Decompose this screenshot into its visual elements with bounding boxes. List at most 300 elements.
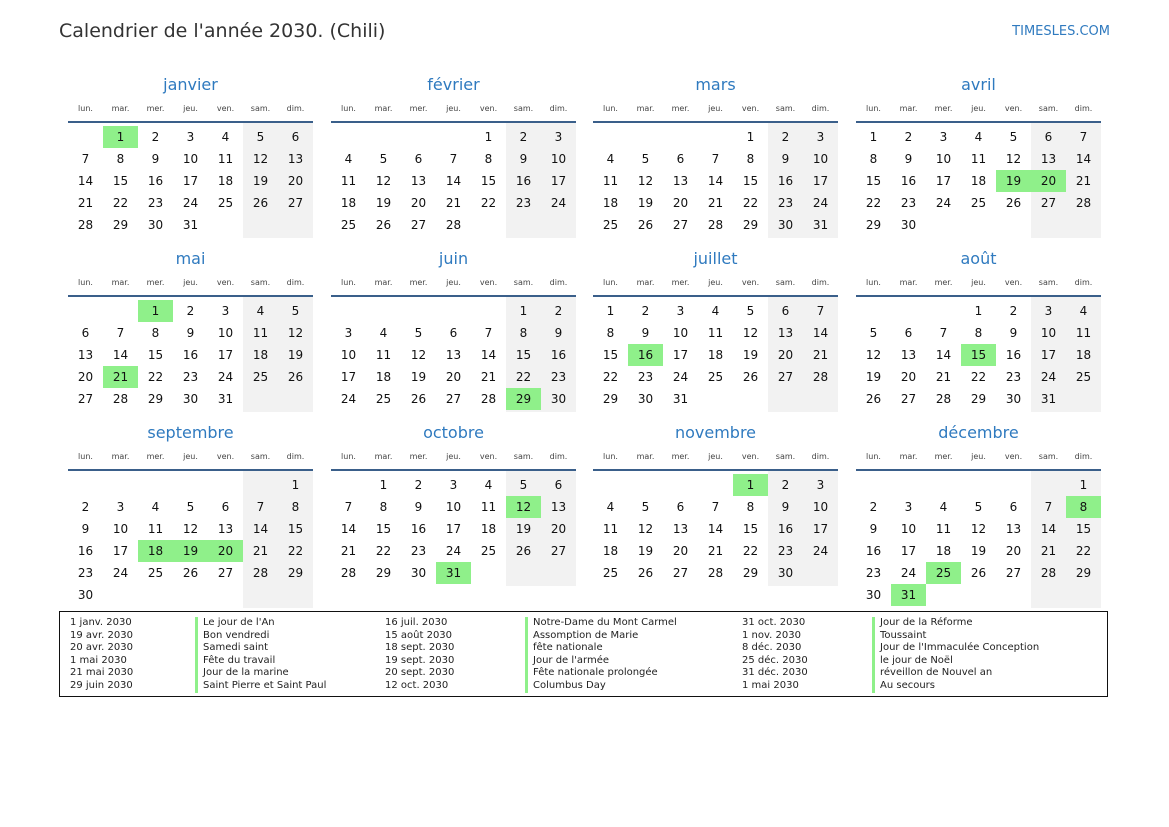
day-cell[interactable]: 16 bbox=[410, 522, 427, 536]
day-cell[interactable]: 26 bbox=[970, 566, 987, 580]
day-cell[interactable]: 13 bbox=[777, 326, 794, 340]
day-cell[interactable]: 25 bbox=[480, 544, 497, 558]
day-cell[interactable]: 3 bbox=[816, 478, 825, 492]
day-cell[interactable]: 14 bbox=[935, 348, 952, 362]
day-cell[interactable]: 3 bbox=[904, 500, 913, 514]
day-cell[interactable]: 25 bbox=[970, 196, 987, 210]
day-cell[interactable]: 5 bbox=[869, 326, 878, 340]
day-cell[interactable]: 28 bbox=[112, 392, 129, 406]
day-cell[interactable]: 17 bbox=[550, 174, 567, 188]
day-cell[interactable]: 23 bbox=[515, 196, 532, 210]
day-cell[interactable]: 27 bbox=[445, 392, 462, 406]
day-cell[interactable]: 9 bbox=[81, 522, 90, 536]
day-cell[interactable]: 13 bbox=[287, 152, 304, 166]
day-cell[interactable]: 15 bbox=[287, 522, 304, 536]
day-cell[interactable]: 16 bbox=[77, 544, 94, 558]
day-cell[interactable]: 5 bbox=[641, 152, 650, 166]
day-cell[interactable]: 5 bbox=[519, 478, 528, 492]
day-cell[interactable]: 4 bbox=[151, 500, 160, 514]
day-cell[interactable]: 1 bbox=[746, 130, 755, 144]
day-cell[interactable]: 7 bbox=[1044, 500, 1053, 514]
day-cell[interactable]: 2 bbox=[781, 130, 790, 144]
day-cell[interactable]: 3 bbox=[116, 500, 125, 514]
day-cell[interactable]: 5 bbox=[1009, 130, 1018, 144]
day-cell[interactable]: 9 bbox=[781, 500, 790, 514]
day-cell[interactable]: 8 bbox=[869, 152, 878, 166]
day-cell[interactable]: 10 bbox=[1040, 326, 1057, 340]
day-cell[interactable]: 30 bbox=[182, 392, 199, 406]
day-cell[interactable]: 25 bbox=[252, 370, 269, 384]
day-cell[interactable]: 20 bbox=[672, 544, 689, 558]
day-cell[interactable]: 8 bbox=[116, 152, 125, 166]
day-cell[interactable]: 6 bbox=[1009, 500, 1018, 514]
day-cell[interactable]: 10 bbox=[812, 500, 829, 514]
day-cell[interactable]: 22 bbox=[287, 544, 304, 558]
day-cell[interactable]: 6 bbox=[291, 130, 300, 144]
day-cell[interactable]: 15 bbox=[515, 348, 532, 362]
day-cell[interactable]: 21 bbox=[480, 370, 497, 384]
day-cell[interactable]: 6 bbox=[676, 500, 685, 514]
holiday-day-cell[interactable]: 25 bbox=[926, 562, 961, 584]
day-cell[interactable]: 4 bbox=[606, 152, 615, 166]
day-cell[interactable]: 26 bbox=[287, 370, 304, 384]
day-cell[interactable]: 30 bbox=[637, 392, 654, 406]
day-cell[interactable]: 12 bbox=[252, 152, 269, 166]
day-cell[interactable]: 29 bbox=[865, 218, 882, 232]
day-cell[interactable]: 27 bbox=[672, 566, 689, 580]
day-cell[interactable]: 17 bbox=[340, 370, 357, 384]
day-cell[interactable]: 18 bbox=[707, 348, 724, 362]
day-cell[interactable]: 21 bbox=[340, 544, 357, 558]
day-cell[interactable]: 31 bbox=[217, 392, 234, 406]
day-cell[interactable]: 23 bbox=[77, 566, 94, 580]
day-cell[interactable]: 20 bbox=[287, 174, 304, 188]
day-cell[interactable]: 11 bbox=[935, 522, 952, 536]
day-cell[interactable]: 6 bbox=[1044, 130, 1053, 144]
holiday-day-cell[interactable]: 20 bbox=[208, 540, 243, 562]
day-cell[interactable]: 16 bbox=[865, 544, 882, 558]
day-cell[interactable]: 1 bbox=[606, 304, 615, 318]
day-cell[interactable]: 2 bbox=[519, 130, 528, 144]
day-cell[interactable]: 11 bbox=[340, 174, 357, 188]
day-cell[interactable]: 23 bbox=[637, 370, 654, 384]
day-cell[interactable]: 9 bbox=[186, 326, 195, 340]
day-cell[interactable]: 24 bbox=[812, 544, 829, 558]
day-cell[interactable]: 8 bbox=[519, 326, 528, 340]
day-cell[interactable]: 2 bbox=[1009, 304, 1018, 318]
holiday-day-cell[interactable]: 18 bbox=[138, 540, 173, 562]
holiday-day-cell[interactable]: 8 bbox=[1066, 496, 1101, 518]
day-cell[interactable]: 9 bbox=[554, 326, 563, 340]
day-cell[interactable]: 18 bbox=[217, 174, 234, 188]
day-cell[interactable]: 20 bbox=[410, 196, 427, 210]
day-cell[interactable]: 23 bbox=[1005, 370, 1022, 384]
day-cell[interactable]: 27 bbox=[77, 392, 94, 406]
day-cell[interactable]: 14 bbox=[812, 326, 829, 340]
day-cell[interactable]: 12 bbox=[287, 326, 304, 340]
day-cell[interactable]: 17 bbox=[812, 174, 829, 188]
day-cell[interactable]: 13 bbox=[1040, 152, 1057, 166]
day-cell[interactable]: 19 bbox=[252, 174, 269, 188]
day-cell[interactable]: 11 bbox=[375, 348, 392, 362]
day-cell[interactable]: 28 bbox=[1075, 196, 1092, 210]
day-cell[interactable]: 16 bbox=[777, 522, 794, 536]
day-cell[interactable]: 28 bbox=[812, 370, 829, 384]
day-cell[interactable]: 2 bbox=[904, 130, 913, 144]
day-cell[interactable]: 13 bbox=[217, 522, 234, 536]
day-cell[interactable]: 30 bbox=[777, 218, 794, 232]
day-cell[interactable]: 5 bbox=[186, 500, 195, 514]
day-cell[interactable]: 22 bbox=[480, 196, 497, 210]
day-cell[interactable]: 20 bbox=[1005, 544, 1022, 558]
day-cell[interactable]: 5 bbox=[641, 500, 650, 514]
day-cell[interactable]: 26 bbox=[252, 196, 269, 210]
day-cell[interactable]: 17 bbox=[217, 348, 234, 362]
holiday-day-cell[interactable]: 16 bbox=[628, 344, 663, 366]
day-cell[interactable]: 10 bbox=[935, 152, 952, 166]
day-cell[interactable]: 9 bbox=[641, 326, 650, 340]
day-cell[interactable]: 2 bbox=[151, 130, 160, 144]
day-cell[interactable]: 31 bbox=[1040, 392, 1057, 406]
day-cell[interactable]: 7 bbox=[711, 152, 720, 166]
day-cell[interactable]: 29 bbox=[1075, 566, 1092, 580]
day-cell[interactable]: 31 bbox=[672, 392, 689, 406]
day-cell[interactable]: 11 bbox=[970, 152, 987, 166]
day-cell[interactable]: 9 bbox=[1009, 326, 1018, 340]
day-cell[interactable]: 2 bbox=[414, 478, 423, 492]
day-cell[interactable]: 21 bbox=[707, 544, 724, 558]
day-cell[interactable]: 1 bbox=[291, 478, 300, 492]
day-cell[interactable]: 13 bbox=[672, 174, 689, 188]
day-cell[interactable]: 16 bbox=[147, 174, 164, 188]
day-cell[interactable]: 18 bbox=[375, 370, 392, 384]
day-cell[interactable]: 27 bbox=[410, 218, 427, 232]
day-cell[interactable]: 8 bbox=[974, 326, 983, 340]
day-cell[interactable]: 7 bbox=[939, 326, 948, 340]
day-cell[interactable]: 31 bbox=[812, 218, 829, 232]
day-cell[interactable]: 9 bbox=[519, 152, 528, 166]
day-cell[interactable]: 6 bbox=[414, 152, 423, 166]
day-cell[interactable]: 3 bbox=[816, 130, 825, 144]
day-cell[interactable]: 14 bbox=[445, 174, 462, 188]
day-cell[interactable]: 8 bbox=[379, 500, 388, 514]
day-cell[interactable]: 14 bbox=[252, 522, 269, 536]
day-cell[interactable]: 3 bbox=[186, 130, 195, 144]
day-cell[interactable]: 5 bbox=[379, 152, 388, 166]
day-cell[interactable]: 9 bbox=[904, 152, 913, 166]
day-cell[interactable]: 18 bbox=[970, 174, 987, 188]
day-cell[interactable]: 14 bbox=[707, 174, 724, 188]
day-cell[interactable]: 15 bbox=[1075, 522, 1092, 536]
day-cell[interactable]: 24 bbox=[112, 566, 129, 580]
day-cell[interactable]: 23 bbox=[410, 544, 427, 558]
day-cell[interactable]: 28 bbox=[707, 218, 724, 232]
day-cell[interactable]: 12 bbox=[410, 348, 427, 362]
day-cell[interactable]: 29 bbox=[375, 566, 392, 580]
day-cell[interactable]: 13 bbox=[445, 348, 462, 362]
day-cell[interactable]: 12 bbox=[182, 522, 199, 536]
day-cell[interactable]: 21 bbox=[707, 196, 724, 210]
day-cell[interactable]: 16 bbox=[1005, 348, 1022, 362]
day-cell[interactable]: 21 bbox=[812, 348, 829, 362]
day-cell[interactable]: 14 bbox=[480, 348, 497, 362]
day-cell[interactable]: 11 bbox=[1075, 326, 1092, 340]
day-cell[interactable]: 20 bbox=[672, 196, 689, 210]
day-cell[interactable]: 31 bbox=[182, 218, 199, 232]
day-cell[interactable]: 7 bbox=[449, 152, 458, 166]
site-link[interactable]: TIMESLES.COM bbox=[1012, 24, 1110, 39]
day-cell[interactable]: 12 bbox=[742, 326, 759, 340]
day-cell[interactable]: 30 bbox=[1005, 392, 1022, 406]
day-cell[interactable]: 15 bbox=[742, 522, 759, 536]
holiday-day-cell[interactable]: 19 bbox=[996, 170, 1031, 192]
day-cell[interactable]: 8 bbox=[151, 326, 160, 340]
day-cell[interactable]: 23 bbox=[900, 196, 917, 210]
day-cell[interactable]: 17 bbox=[812, 522, 829, 536]
day-cell[interactable]: 25 bbox=[1075, 370, 1092, 384]
day-cell[interactable]: 15 bbox=[602, 348, 619, 362]
day-cell[interactable]: 26 bbox=[637, 218, 654, 232]
day-cell[interactable]: 3 bbox=[676, 304, 685, 318]
day-cell[interactable]: 21 bbox=[77, 196, 94, 210]
day-cell[interactable]: 27 bbox=[900, 392, 917, 406]
day-cell[interactable]: 18 bbox=[602, 544, 619, 558]
holiday-day-cell[interactable]: 15 bbox=[961, 344, 996, 366]
day-cell[interactable]: 8 bbox=[746, 500, 755, 514]
day-cell[interactable]: 24 bbox=[217, 370, 234, 384]
day-cell[interactable]: 23 bbox=[777, 196, 794, 210]
day-cell[interactable]: 7 bbox=[81, 152, 90, 166]
holiday-day-cell[interactable]: 29 bbox=[506, 388, 541, 410]
day-cell[interactable]: 6 bbox=[449, 326, 458, 340]
day-cell[interactable]: 7 bbox=[344, 500, 353, 514]
day-cell[interactable]: 12 bbox=[375, 174, 392, 188]
day-cell[interactable]: 24 bbox=[935, 196, 952, 210]
day-cell[interactable]: 29 bbox=[602, 392, 619, 406]
day-cell[interactable]: 22 bbox=[112, 196, 129, 210]
day-cell[interactable]: 7 bbox=[1079, 130, 1088, 144]
holiday-day-cell[interactable]: 1 bbox=[138, 300, 173, 322]
day-cell[interactable]: 18 bbox=[340, 196, 357, 210]
holiday-day-cell[interactable]: 12 bbox=[506, 496, 541, 518]
day-cell[interactable]: 12 bbox=[637, 174, 654, 188]
day-cell[interactable]: 7 bbox=[484, 326, 493, 340]
day-cell[interactable]: 20 bbox=[77, 370, 94, 384]
day-cell[interactable]: 24 bbox=[445, 544, 462, 558]
day-cell[interactable]: 10 bbox=[812, 152, 829, 166]
day-cell[interactable]: 1 bbox=[379, 478, 388, 492]
day-cell[interactable]: 19 bbox=[375, 196, 392, 210]
day-cell[interactable]: 22 bbox=[970, 370, 987, 384]
day-cell[interactable]: 23 bbox=[182, 370, 199, 384]
day-cell[interactable]: 3 bbox=[939, 130, 948, 144]
day-cell[interactable]: 19 bbox=[865, 370, 882, 384]
day-cell[interactable]: 14 bbox=[1040, 522, 1057, 536]
day-cell[interactable]: 21 bbox=[445, 196, 462, 210]
day-cell[interactable]: 5 bbox=[974, 500, 983, 514]
day-cell[interactable]: 13 bbox=[672, 522, 689, 536]
day-cell[interactable]: 26 bbox=[865, 392, 882, 406]
day-cell[interactable]: 10 bbox=[550, 152, 567, 166]
day-cell[interactable]: 28 bbox=[935, 392, 952, 406]
day-cell[interactable]: 16 bbox=[515, 174, 532, 188]
day-cell[interactable]: 10 bbox=[112, 522, 129, 536]
day-cell[interactable]: 9 bbox=[781, 152, 790, 166]
day-cell[interactable]: 2 bbox=[554, 304, 563, 318]
day-cell[interactable]: 30 bbox=[865, 588, 882, 602]
day-cell[interactable]: 30 bbox=[550, 392, 567, 406]
day-cell[interactable]: 10 bbox=[182, 152, 199, 166]
day-cell[interactable]: 24 bbox=[900, 566, 917, 580]
day-cell[interactable]: 10 bbox=[672, 326, 689, 340]
day-cell[interactable]: 11 bbox=[602, 522, 619, 536]
day-cell[interactable]: 13 bbox=[410, 174, 427, 188]
day-cell[interactable]: 1 bbox=[869, 130, 878, 144]
day-cell[interactable]: 11 bbox=[480, 500, 497, 514]
day-cell[interactable]: 15 bbox=[112, 174, 129, 188]
day-cell[interactable]: 17 bbox=[182, 174, 199, 188]
day-cell[interactable]: 2 bbox=[81, 500, 90, 514]
day-cell[interactable]: 1 bbox=[519, 304, 528, 318]
day-cell[interactable]: 30 bbox=[410, 566, 427, 580]
day-cell[interactable]: 25 bbox=[340, 218, 357, 232]
day-cell[interactable]: 30 bbox=[147, 218, 164, 232]
day-cell[interactable]: 24 bbox=[340, 392, 357, 406]
day-cell[interactable]: 17 bbox=[900, 544, 917, 558]
day-cell[interactable]: 14 bbox=[112, 348, 129, 362]
day-cell[interactable]: 29 bbox=[147, 392, 164, 406]
day-cell[interactable]: 25 bbox=[147, 566, 164, 580]
day-cell[interactable]: 3 bbox=[554, 130, 563, 144]
day-cell[interactable]: 24 bbox=[1040, 370, 1057, 384]
day-cell[interactable]: 26 bbox=[637, 566, 654, 580]
day-cell[interactable]: 3 bbox=[221, 304, 230, 318]
day-cell[interactable]: 26 bbox=[182, 566, 199, 580]
day-cell[interactable]: 11 bbox=[147, 522, 164, 536]
day-cell[interactable]: 28 bbox=[77, 218, 94, 232]
day-cell[interactable]: 12 bbox=[637, 522, 654, 536]
day-cell[interactable]: 4 bbox=[606, 500, 615, 514]
holiday-day-cell[interactable]: 31 bbox=[891, 584, 926, 606]
day-cell[interactable]: 21 bbox=[252, 544, 269, 558]
day-cell[interactable]: 12 bbox=[970, 522, 987, 536]
day-cell[interactable]: 19 bbox=[637, 544, 654, 558]
day-cell[interactable]: 20 bbox=[550, 522, 567, 536]
day-cell[interactable]: 4 bbox=[344, 152, 353, 166]
day-cell[interactable]: 18 bbox=[480, 522, 497, 536]
day-cell[interactable]: 29 bbox=[112, 218, 129, 232]
day-cell[interactable]: 13 bbox=[900, 348, 917, 362]
day-cell[interactable]: 25 bbox=[217, 196, 234, 210]
day-cell[interactable]: 13 bbox=[77, 348, 94, 362]
day-cell[interactable]: 26 bbox=[742, 370, 759, 384]
day-cell[interactable]: 25 bbox=[707, 370, 724, 384]
day-cell[interactable]: 2 bbox=[781, 478, 790, 492]
day-cell[interactable]: 25 bbox=[602, 566, 619, 580]
day-cell[interactable]: 15 bbox=[375, 522, 392, 536]
day-cell[interactable]: 6 bbox=[221, 500, 230, 514]
day-cell[interactable]: 28 bbox=[252, 566, 269, 580]
day-cell[interactable]: 16 bbox=[777, 174, 794, 188]
day-cell[interactable]: 22 bbox=[375, 544, 392, 558]
day-cell[interactable]: 3 bbox=[344, 326, 353, 340]
holiday-day-cell[interactable]: 31 bbox=[436, 562, 471, 584]
day-cell[interactable]: 8 bbox=[746, 152, 755, 166]
day-cell[interactable]: 26 bbox=[515, 544, 532, 558]
day-cell[interactable]: 4 bbox=[256, 304, 265, 318]
day-cell[interactable]: 4 bbox=[974, 130, 983, 144]
holiday-day-cell[interactable]: 20 bbox=[1031, 170, 1066, 192]
day-cell[interactable]: 27 bbox=[217, 566, 234, 580]
day-cell[interactable]: 1 bbox=[484, 130, 493, 144]
day-cell[interactable]: 16 bbox=[550, 348, 567, 362]
day-cell[interactable]: 11 bbox=[602, 174, 619, 188]
day-cell[interactable]: 22 bbox=[1075, 544, 1092, 558]
day-cell[interactable]: 15 bbox=[480, 174, 497, 188]
day-cell[interactable]: 11 bbox=[217, 152, 234, 166]
day-cell[interactable]: 29 bbox=[742, 218, 759, 232]
day-cell[interactable]: 6 bbox=[781, 304, 790, 318]
day-cell[interactable]: 1 bbox=[1079, 478, 1088, 492]
day-cell[interactable]: 16 bbox=[182, 348, 199, 362]
day-cell[interactable]: 27 bbox=[1005, 566, 1022, 580]
day-cell[interactable]: 28 bbox=[480, 392, 497, 406]
day-cell[interactable]: 6 bbox=[904, 326, 913, 340]
day-cell[interactable]: 7 bbox=[116, 326, 125, 340]
day-cell[interactable]: 27 bbox=[672, 218, 689, 232]
day-cell[interactable]: 19 bbox=[410, 370, 427, 384]
day-cell[interactable]: 10 bbox=[445, 500, 462, 514]
day-cell[interactable]: 27 bbox=[777, 370, 794, 384]
day-cell[interactable]: 5 bbox=[291, 304, 300, 318]
day-cell[interactable]: 23 bbox=[865, 566, 882, 580]
day-cell[interactable]: 7 bbox=[256, 500, 265, 514]
day-cell[interactable]: 2 bbox=[641, 304, 650, 318]
day-cell[interactable]: 22 bbox=[602, 370, 619, 384]
day-cell[interactable]: 21 bbox=[1075, 174, 1092, 188]
day-cell[interactable]: 21 bbox=[1040, 544, 1057, 558]
day-cell[interactable]: 15 bbox=[742, 174, 759, 188]
day-cell[interactable]: 21 bbox=[935, 370, 952, 384]
day-cell[interactable]: 26 bbox=[375, 218, 392, 232]
day-cell[interactable]: 3 bbox=[449, 478, 458, 492]
day-cell[interactable]: 20 bbox=[777, 348, 794, 362]
day-cell[interactable]: 10 bbox=[340, 348, 357, 362]
day-cell[interactable]: 2 bbox=[186, 304, 195, 318]
day-cell[interactable]: 22 bbox=[742, 544, 759, 558]
day-cell[interactable]: 4 bbox=[379, 326, 388, 340]
holiday-day-cell[interactable]: 19 bbox=[173, 540, 208, 562]
day-cell[interactable]: 14 bbox=[77, 174, 94, 188]
holiday-day-cell[interactable]: 21 bbox=[103, 366, 138, 388]
day-cell[interactable]: 10 bbox=[217, 326, 234, 340]
day-cell[interactable]: 18 bbox=[1075, 348, 1092, 362]
day-cell[interactable]: 7 bbox=[711, 500, 720, 514]
day-cell[interactable]: 24 bbox=[672, 370, 689, 384]
day-cell[interactable]: 29 bbox=[742, 566, 759, 580]
day-cell[interactable]: 9 bbox=[869, 522, 878, 536]
day-cell[interactable]: 17 bbox=[445, 522, 462, 536]
day-cell[interactable]: 19 bbox=[970, 544, 987, 558]
day-cell[interactable]: 15 bbox=[865, 174, 882, 188]
day-cell[interactable]: 29 bbox=[970, 392, 987, 406]
day-cell[interactable]: 7 bbox=[816, 304, 825, 318]
day-cell[interactable]: 28 bbox=[340, 566, 357, 580]
day-cell[interactable]: 3 bbox=[1044, 304, 1053, 318]
day-cell[interactable]: 5 bbox=[746, 304, 755, 318]
day-cell[interactable]: 18 bbox=[602, 196, 619, 210]
day-cell[interactable]: 17 bbox=[935, 174, 952, 188]
